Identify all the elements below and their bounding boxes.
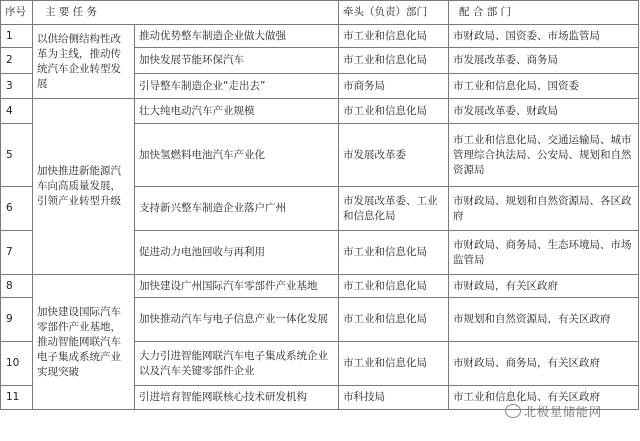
header-coop: 配 合 部 门 xyxy=(449,1,639,25)
row-no: 10 xyxy=(1,342,33,386)
row-no: 11 xyxy=(1,386,33,410)
row-coop: 市财政局、规划和自然资源局、各区政府 xyxy=(449,187,639,231)
row-lead: 市工业和信息化局 xyxy=(339,342,449,386)
row-lead: 市工业和信息化局 xyxy=(339,275,449,298)
row-no: 3 xyxy=(1,74,33,99)
row-coop: 市工业和信息化局、国资委 xyxy=(449,74,639,99)
header-row xyxy=(1,1,639,25)
row-task: 支持新兴整车制造企业落户广州 xyxy=(135,187,339,231)
group-cell: 以供给侧结构性改革为主线，推动传统汽车企业转型发展 xyxy=(33,25,135,99)
row-no: 9 xyxy=(1,298,33,342)
group-cell: 加快建设国际汽车零部件产业基地，推动智能网联汽车电子集成系统产业实现突破 xyxy=(33,275,135,410)
row-lead: 市工业和信息化局 xyxy=(339,48,449,74)
row-coop: 市工业和信息化局、交通运输局、城市管理综合执法局、公安局、规划和自然资源局 xyxy=(449,124,639,187)
row-no: 2 xyxy=(1,48,33,74)
row-coop: 市发展改革委、财政局 xyxy=(449,99,639,124)
row-lead: 市工业和信息化局 xyxy=(339,99,449,124)
row-no: 8 xyxy=(1,275,33,298)
table-row xyxy=(1,99,639,124)
watermark xyxy=(505,403,602,420)
row-lead: 市工业和信息化局 xyxy=(339,231,449,275)
row-lead: 市科技局 xyxy=(339,386,449,410)
row-coop: 市工业和信息化局、有关区政府 xyxy=(449,386,639,410)
row-coop: 市发展改革委、商务局 xyxy=(449,48,639,74)
row-task: 加快发展节能环保汽车 xyxy=(135,48,339,74)
header-task: 主 要 任 务 xyxy=(33,1,339,25)
header-lead: 牵头（负责）部门 xyxy=(339,1,449,25)
row-coop: 市财政局、商务局，有关区政府 xyxy=(449,342,639,386)
row-no: 5 xyxy=(1,124,33,187)
row-no: 1 xyxy=(1,25,33,48)
row-task: 引进培育智能网联核心技术研发机构 xyxy=(135,386,339,410)
table-row xyxy=(1,25,639,48)
row-task: 加快推动汽车与电子信息产业一体化发展 xyxy=(135,298,339,342)
row-coop: 市财政局，有关区政府 xyxy=(449,275,639,298)
row-coop: 市财政局、商务局、生态环境局、市场监管局 xyxy=(449,231,639,275)
row-lead: 市商务局 xyxy=(339,74,449,99)
row-lead: 市发展改革委、工业和信息化局 xyxy=(339,187,449,231)
row-lead: 市工业和信息化局 xyxy=(339,298,449,342)
row-task: 引导整车制造企业“走出去” xyxy=(135,74,339,99)
row-task: 促进动力电池回收与再利用 xyxy=(135,231,339,275)
row-lead: 市工业和信息化局 xyxy=(339,25,449,48)
row-no: 4 xyxy=(1,99,33,124)
row-task: 加快建设广州国际汽车零部件产业基地 xyxy=(135,275,339,298)
watermark-text: 北极星储能网 xyxy=(524,405,603,419)
row-coop: 市财政局、国资委、市场监管局 xyxy=(449,25,639,48)
table-row xyxy=(1,275,639,298)
row-task: 加快氢燃料电池汽车产业化 xyxy=(135,124,339,187)
row-coop: 市规划和自然资源局，有关区政府 xyxy=(449,298,639,342)
row-task: 壮大纯电动汽车产业规模 xyxy=(135,99,339,124)
header-no: 序号 xyxy=(1,1,33,25)
row-lead: 市发展改革委 xyxy=(339,124,449,187)
row-no: 7 xyxy=(1,231,33,275)
group-cell: 加快推进新能源汽车向高质量发展，引领产业转型升级 xyxy=(33,99,135,275)
row-task: 推动优势整车制造企业做大做强 xyxy=(135,25,339,48)
row-no: 6 xyxy=(1,187,33,231)
wechat-icon xyxy=(505,404,521,418)
row-task: 大力引进智能网联汽车电子集成系统企业以及汽车关键零部件企业 xyxy=(135,342,339,386)
